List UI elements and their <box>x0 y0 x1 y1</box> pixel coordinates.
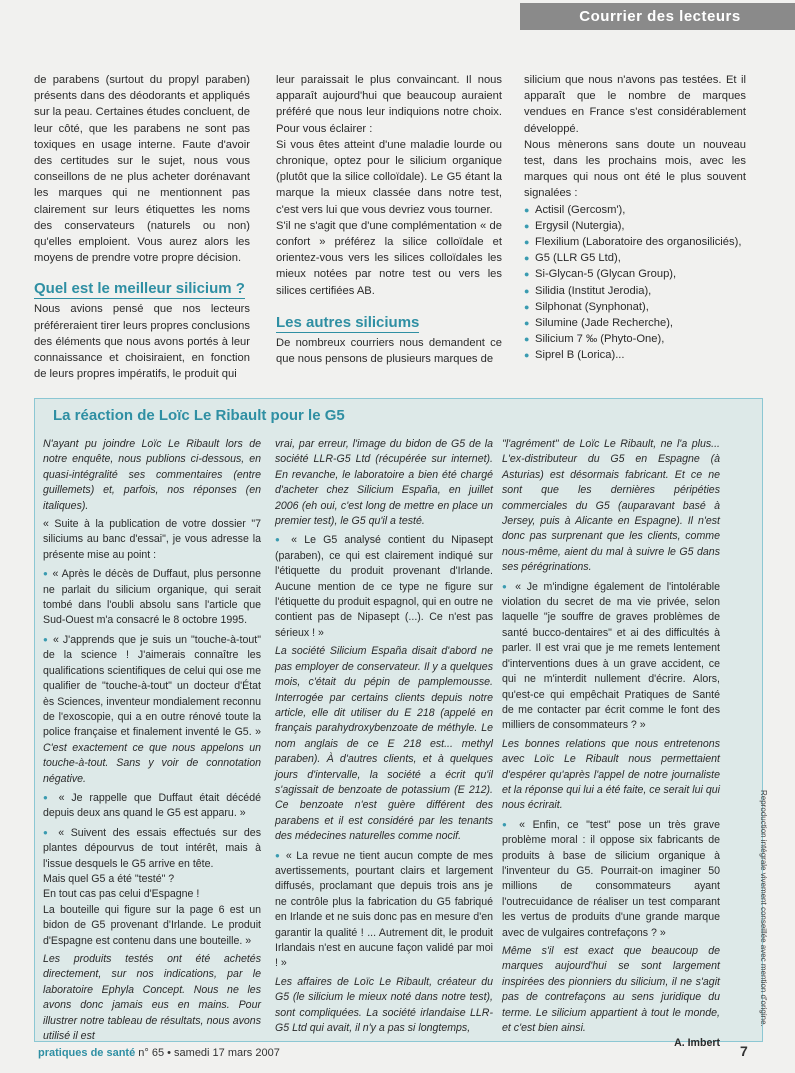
paragraph: ● « Après le décès de Duffaut, plus personne ne parlait du silicium organique, qui serait tombé dans l'oubli absolu sans l'article que Sud-Ouest m'a consacré le 8 octobre 1995. <box>43 568 261 627</box>
reproduction-note: Reproduction intégrale vivement conseillée avec mention d'origine. <box>759 790 768 1027</box>
paragraph: Les affaires de Loïc Le Ribault, créateur du G5 (le silicium le mieux noté dans notre test), sont compliquées. La société irlandaise LLR-G5 Ltd qui avait, il n'y a pas si longtemps, <box>275 975 493 1035</box>
list-item: ● Ergysil (Nutergia), <box>524 218 746 234</box>
list-item: ● Silicium 7 ‰ (Phyto-One), <box>524 331 746 347</box>
paragraph: Même s'il est exact que beaucoup de marques aujourd'hui se sont largement inspirées des pionniers du silicium, il ne s'agit pas de contrefaçons au sens juridique du terme. Le silicium appartient à tout le monde, et c'est bien ainsi. <box>502 945 720 1035</box>
list-item: ● Siprel B (Lorica)... <box>524 347 746 363</box>
footer <box>38 1047 280 1059</box>
box-column-2 <box>275 437 493 1039</box>
paragraph: S'il ne s'agit que d'une complémentation « de confort » préférez la silice colloïdale et orientez-vous vers les silices colloïdales les mieux notées par notre test ou vers les silices certifiées AB. <box>276 219 502 297</box>
magazine-name: pratiques de santé <box>38 1047 136 1059</box>
bullet-icon: ● <box>43 827 52 837</box>
list-item: ● Silphonat (Synphonat), <box>524 299 746 315</box>
list-item: ● Silidia (Institut Jerodia), <box>524 283 746 299</box>
paragraph: ● « Enfin, ce "test" pose un très grave problème moral : il oppose six fabricants de produits à base de silicium organique à l'inventeur du G5. Pourrait-on imaginer 50 millions de consommateurs ayant l'outrecuidance de réaliser un test comparant les vertus de produits d'une grande marque avec de vulgaires contrefaçons ? » <box>502 818 720 939</box>
list-item: ● Silumine (Jade Recherche), <box>524 315 746 331</box>
box-title: La réaction de Loïc Le Ribault pour le G5 <box>53 407 345 424</box>
bullet-icon: ● <box>275 535 285 545</box>
paragraph: De nombreux courriers nous demandent ce que nous pensons de plusieurs marques de <box>276 336 502 366</box>
paragraph: Mais quel G5 a été "testé" ? <box>43 872 175 885</box>
bullet-icon: ● <box>43 792 52 802</box>
paragraph: Les bonnes relations que nous entretenons avec Loïc Le Ribault nous permettaient d'espérer qu'après l'appel de notre journaliste et la réponse qui lui a été faite, ce serait lui qui nous écrirait. <box>502 737 720 812</box>
column-2 <box>276 72 502 367</box>
paragraph: ● « J'apprends que je suis un "touche-à-tout" de la science ! J'aimerais connaître les qualifications scientifiques de celui qui ose me qualifier de "touche-à-tout" un docteur d'État ès Sciences, inventeur mondialement reconnu de l'exoscopie, qui a en outre rénové toute la police française et finalement inventé le G5. » C'est exactement ce que nous appelons un touche-à-tout. Sans y voir de connotation négative. <box>43 633 261 785</box>
paragraph: « Suite à la publication de votre dossier "7 siliciums au banc d'essai", je vous adresse la présente mise au point : <box>43 518 261 561</box>
page-number: 7 <box>740 1043 748 1059</box>
paragraph: vrai, par erreur, l'image du bidon de G5 de la société LLR-G5 Ltd (récupérée sur internet). En revanche, le laboratoire a bien été chargé d'acheter chez Silicium España, en juillet 2006 (eh oui, c'est long de mettre en place un premier test), le G5 qu'il a testé. <box>275 438 493 528</box>
heading-autres-siliciums: Les autres siliciums <box>276 313 420 331</box>
bullet-icon: ● <box>275 850 282 860</box>
bullet-icon: ● <box>502 819 512 829</box>
box-column-3 <box>502 437 720 1055</box>
list-item: ● Si-Glycan-5 (Glycan Group), <box>524 266 746 282</box>
paragraph: ● « Je rappelle que Duffaut était décédé depuis deux ans quand le G5 est apparu. » <box>43 791 261 820</box>
bullet-icon: ● <box>43 569 49 579</box>
reaction-box <box>34 398 763 1050</box>
section-title: Courrier des lecteurs <box>579 8 741 25</box>
paragraph: N'ayant pu joindre Loïc Le Ribault lors de notre enquête, nous publions ci-dessous, en quasi-intégralité ses commentaires (entre guillemets) et, parfois, nos réponses (en italiques). <box>43 438 261 512</box>
issue-date: n° 65 • samedi 17 mars 2007 <box>138 1047 280 1059</box>
box-column-1 <box>43 437 261 1047</box>
paragraph: silicium que nous n'avons pas testées. Et il apparaît que le nombre de marques vendues en France s'est considérablement développé. <box>524 74 746 135</box>
heading-meilleur-silicium: Quel est le meilleur silicium ? <box>34 280 245 298</box>
paragraph: leur paraissait le plus convaincant. Il nous apparaît aujourd'hui que beaucoup auraient préféré que nous leur indiquions notre choix. Pour vous éclairer : <box>276 74 502 135</box>
paragraph: Nous avions pensé que nos lecteurs préféreraient tirer leurs propres conclusions des éléments que nous avons portés à leur connaissance et choisiraient, en fonction de leurs propres impératifs, le produit qui <box>34 303 250 381</box>
column-3 <box>524 72 746 364</box>
brand-list <box>524 202 746 364</box>
paragraph: La bouteille qui figure sur la page 6 est un bidon de G5 provenant d'Irlande. Le produit d'Espagne est contenu dans une bouteille. » <box>43 903 261 947</box>
paragraph: La société Silicium España disait d'abord ne pas employer de conservateur. Il y a quelques mois, c'était du pépin de pamplemousse. Interrogée par certains clients depuis notre article, elle dit utiliser du E 218 (appelé en français parahydroxybenzoate de méthyle. Le nom anglais de ce E 218 est... methyl paraben). À d'autres clients, et à quelques jours d'intervalle, la société a écrit qu'il s'agissait de benzoate de potassium (E 212). Ce benzoate n'est guère différent des parabens et il est considéré par les tenants des médecines naturelles comme nocif. <box>275 645 493 843</box>
paragraph: Les produits testés ont été achetés directement, sur nos indications, par le laboratoire Ephyla Concept. Nous ne les avons donc jamais eus en mains. Pour illustrer notre tableau de résultats, nous avons utilisé il est <box>43 953 261 1043</box>
list-item: ● G5 (LLR G5 Ltd), <box>524 250 746 266</box>
paragraph: ● « La revue ne tient aucun compte de mes avertissements, pourtant clairs et largement diffusés, proclamant que depuis trois ans je ne contrôle plus la fabrication du G5 fabriqué en Irlande et ne suis donc pas en mesure d'en garantir la qualité ! ... Autrement dit, le produit Irlandais n'est en aucune façon validé par moi ! » <box>275 849 493 970</box>
column-1 <box>34 72 250 382</box>
signature: A. Imbert <box>674 1037 720 1050</box>
paragraph: ● « Suivent des essais effectués sur des plantes dépourvus de tout intérêt, mais à l'issue desquels le G5 arrive en tête. <box>43 826 262 870</box>
paragraph: Si vous êtes atteint d'une maladie lourde ou chronique, optez pour le silicium organique (plutôt que la silice colloïdale). Le G5 étant la marque la mieux classée dans notre test, c'est vers lui que vous devriez vous tourner. <box>276 138 502 216</box>
bullet-icon: ● <box>43 634 49 644</box>
paragraph: Nous mènerons sans doute un nouveau test, dans les prochains mois, avec les marques qui nous ont été le plus souvent signalées : <box>524 138 746 200</box>
paragraph: ● « Je m'indigne également de l'intolérable violation du secret de ma vie privée, selon laquelle "je souffre de graves problèmes de santé bucco-dentaires" et ai des difficultés à parler. Il est vrai que je me remets lentement d'interventions dues à un grave accident, ce qui ne m'interdit nullement d'écrire. Alors, qu'est-ce qui empêchait Pratiques de Santé de me contacter par écrit comme le font des milliers de consommateurs ? » <box>502 580 720 732</box>
paragraph: ● « Le G5 analysé contient du Nipasept (paraben), ce qui est clairement indiqué sur l'étiquette du produit provenant d'Irlande. Aucune mention de ce type ne figure sur l'étiquette du produit espagnol, qui en outre ne contient pas de Nipasept (...). Ce n'est pas sérieux ! » <box>275 534 493 639</box>
paragraph: En tout cas pas celui d'Espagne ! <box>43 888 200 901</box>
paragraph: "l'agrément" de Loïc Le Ribault, ne l'a plus... L'ex-distributeur du G5 en Espagne (à Asturias) est désormais fabricant. Et ce ne sont que les dernières péripéties commerciales du G5 (auparavant basé à Jersey, puis à Alicante en Espagne). Il n'est donc pas surprenant que les clients, comme nous-même, aient du mal à suivre le G5 dans ses pérégrinations. <box>502 438 720 574</box>
bullet-icon: ● <box>502 581 510 591</box>
list-item: ● Actisil (Gercosm'), <box>524 202 746 218</box>
list-item: ● Flexilium (Laboratoire des organosiliciés), <box>524 234 746 250</box>
paragraph: de parabens (surtout du propyl paraben) présents dans des déodorants et appliqués sur la peau. Certaines études concluent, de leur côté, que les parabens ne sont pas toxiques en usage interne. Faute d'avoir des certitudes sur le sujet, nous vous conseillons de ne plus acheter dorénavant les marques qui ne mentionnent pas clairement sur leurs étiquettes les noms des conservateurs (naturels ou non) qu'elles emploient. Vous aurez alors les moyens de prendre votre propre décision. <box>34 74 250 265</box>
